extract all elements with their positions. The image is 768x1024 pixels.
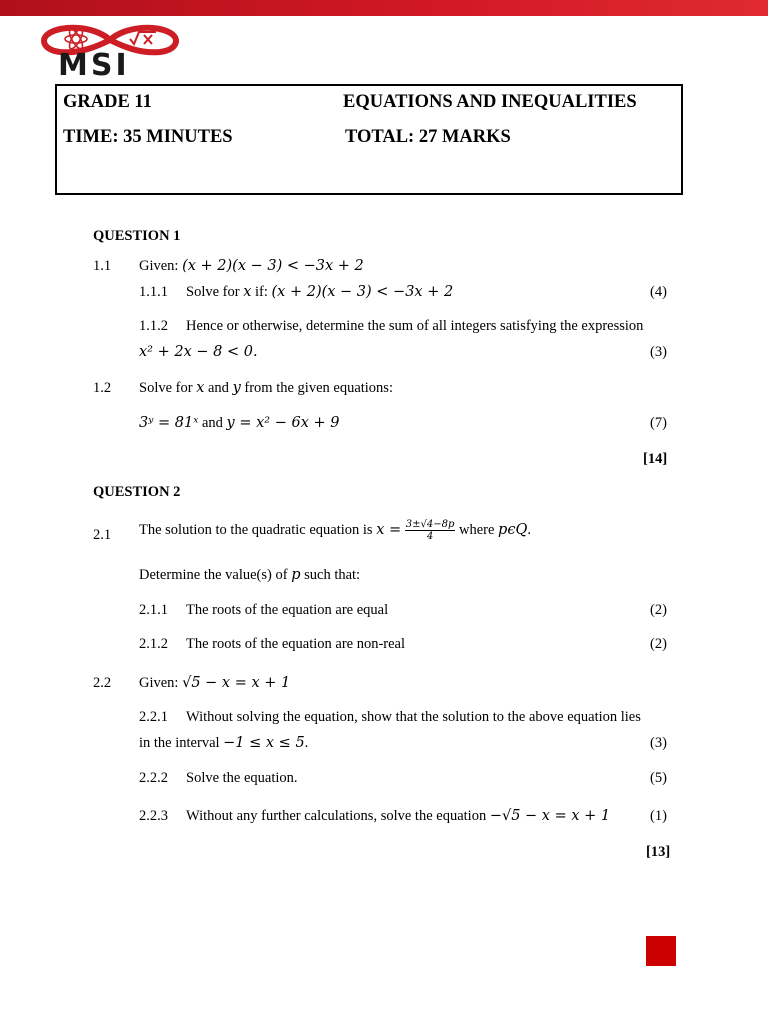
item-2-2-1-number: 2.2.1 [139, 709, 168, 725]
grade-label: GRADE 11 [63, 92, 152, 112]
item-2-1-1-number: 2.1.1 [139, 602, 168, 618]
item-2-2-3-text: Without any further calculations, solve the equation −√5 − x = x + 1 [186, 808, 611, 824]
item-2-1-1-text: The roots of the equation are equal [186, 602, 389, 618]
item-1-1-2-text: Hence or otherwise, determine the sum of all integers satisfying the expression [186, 318, 644, 334]
item-1-1-1-number: 1.1.1 [139, 284, 168, 300]
item-1-1-2-expression: x² + 2x − 8 < 0. [139, 344, 258, 360]
item-2-2-1-interval: in the interval −1 ≤ x ≤ 5. [139, 735, 309, 751]
logo-text: MSI [58, 48, 130, 83]
item-1-1-2-number: 1.1.2 [139, 318, 168, 334]
item-2-1-number: 2.1 [93, 527, 112, 543]
marks-1-2: (7) [650, 415, 667, 431]
marks-2-2-1: (3) [650, 735, 667, 751]
sqrt-x-icon [130, 32, 156, 44]
item-1-2-text: Solve for x and y from the given equations: [139, 380, 393, 396]
marks-2-1-1: (2) [650, 602, 667, 618]
item-1-2-number: 1.2 [93, 380, 112, 396]
item-1-1-text: Given: (x + 2)(x − 3) < −3x + 2 [139, 258, 364, 274]
item-2-2-number: 2.2 [93, 675, 112, 691]
item-1-1-1-text: Solve for x if: (x + 2)(x − 3) < −3x + 2 [186, 284, 454, 300]
top-banner [0, 0, 768, 16]
marks-2-2-3: (1) [650, 808, 667, 824]
question-2-title: QUESTION 2 [93, 484, 181, 500]
subject-title: EQUATIONS AND INEQUALITIES [343, 92, 637, 112]
item-2-2-3-number: 2.2.3 [139, 808, 168, 824]
total-marks-label: TOTAL: 27 MARKS [345, 127, 511, 147]
item-2-2-2-number: 2.2.2 [139, 770, 168, 786]
marks-1-1-1: (4) [650, 284, 667, 300]
question-1-total: [14] [643, 451, 668, 467]
question-1-title: QUESTION 1 [93, 228, 181, 244]
item-2-1-2-text: The roots of the equation are non-real [186, 636, 406, 652]
marks-2-1-2: (2) [650, 636, 667, 652]
page-marker [646, 936, 676, 966]
item-1-1-number: 1.1 [93, 258, 112, 274]
time-label: TIME: 35 MINUTES [63, 127, 233, 147]
marks-1-1-2: (3) [650, 344, 667, 360]
item-2-2-2-text: Solve the equation. [186, 770, 298, 786]
item-2-2-1-text: Without solving the equation, show that the solution to the above equation lies [186, 709, 641, 725]
item-2-1-text: The solution to the quadratic equation is x = $\frac{3\pm√4-8p}{4}$ where pϵQ. [139, 519, 531, 542]
item-1-2-equations: 3ʸ = 81ˣ and y = x² − 6x + 9 [139, 415, 340, 431]
solution-fraction: $\frac{3\pm√4-8p}{4}$ [405, 519, 455, 542]
marks-2-2-2: (5) [650, 770, 667, 786]
item-2-1-instruction: Determine the value(s) of p such that: [139, 567, 361, 583]
question-2-total: [13] [646, 844, 671, 860]
item-2-2-text: Given: √5 − x = x + 1 [139, 675, 291, 691]
item-2-1-2-number: 2.1.2 [139, 636, 168, 652]
